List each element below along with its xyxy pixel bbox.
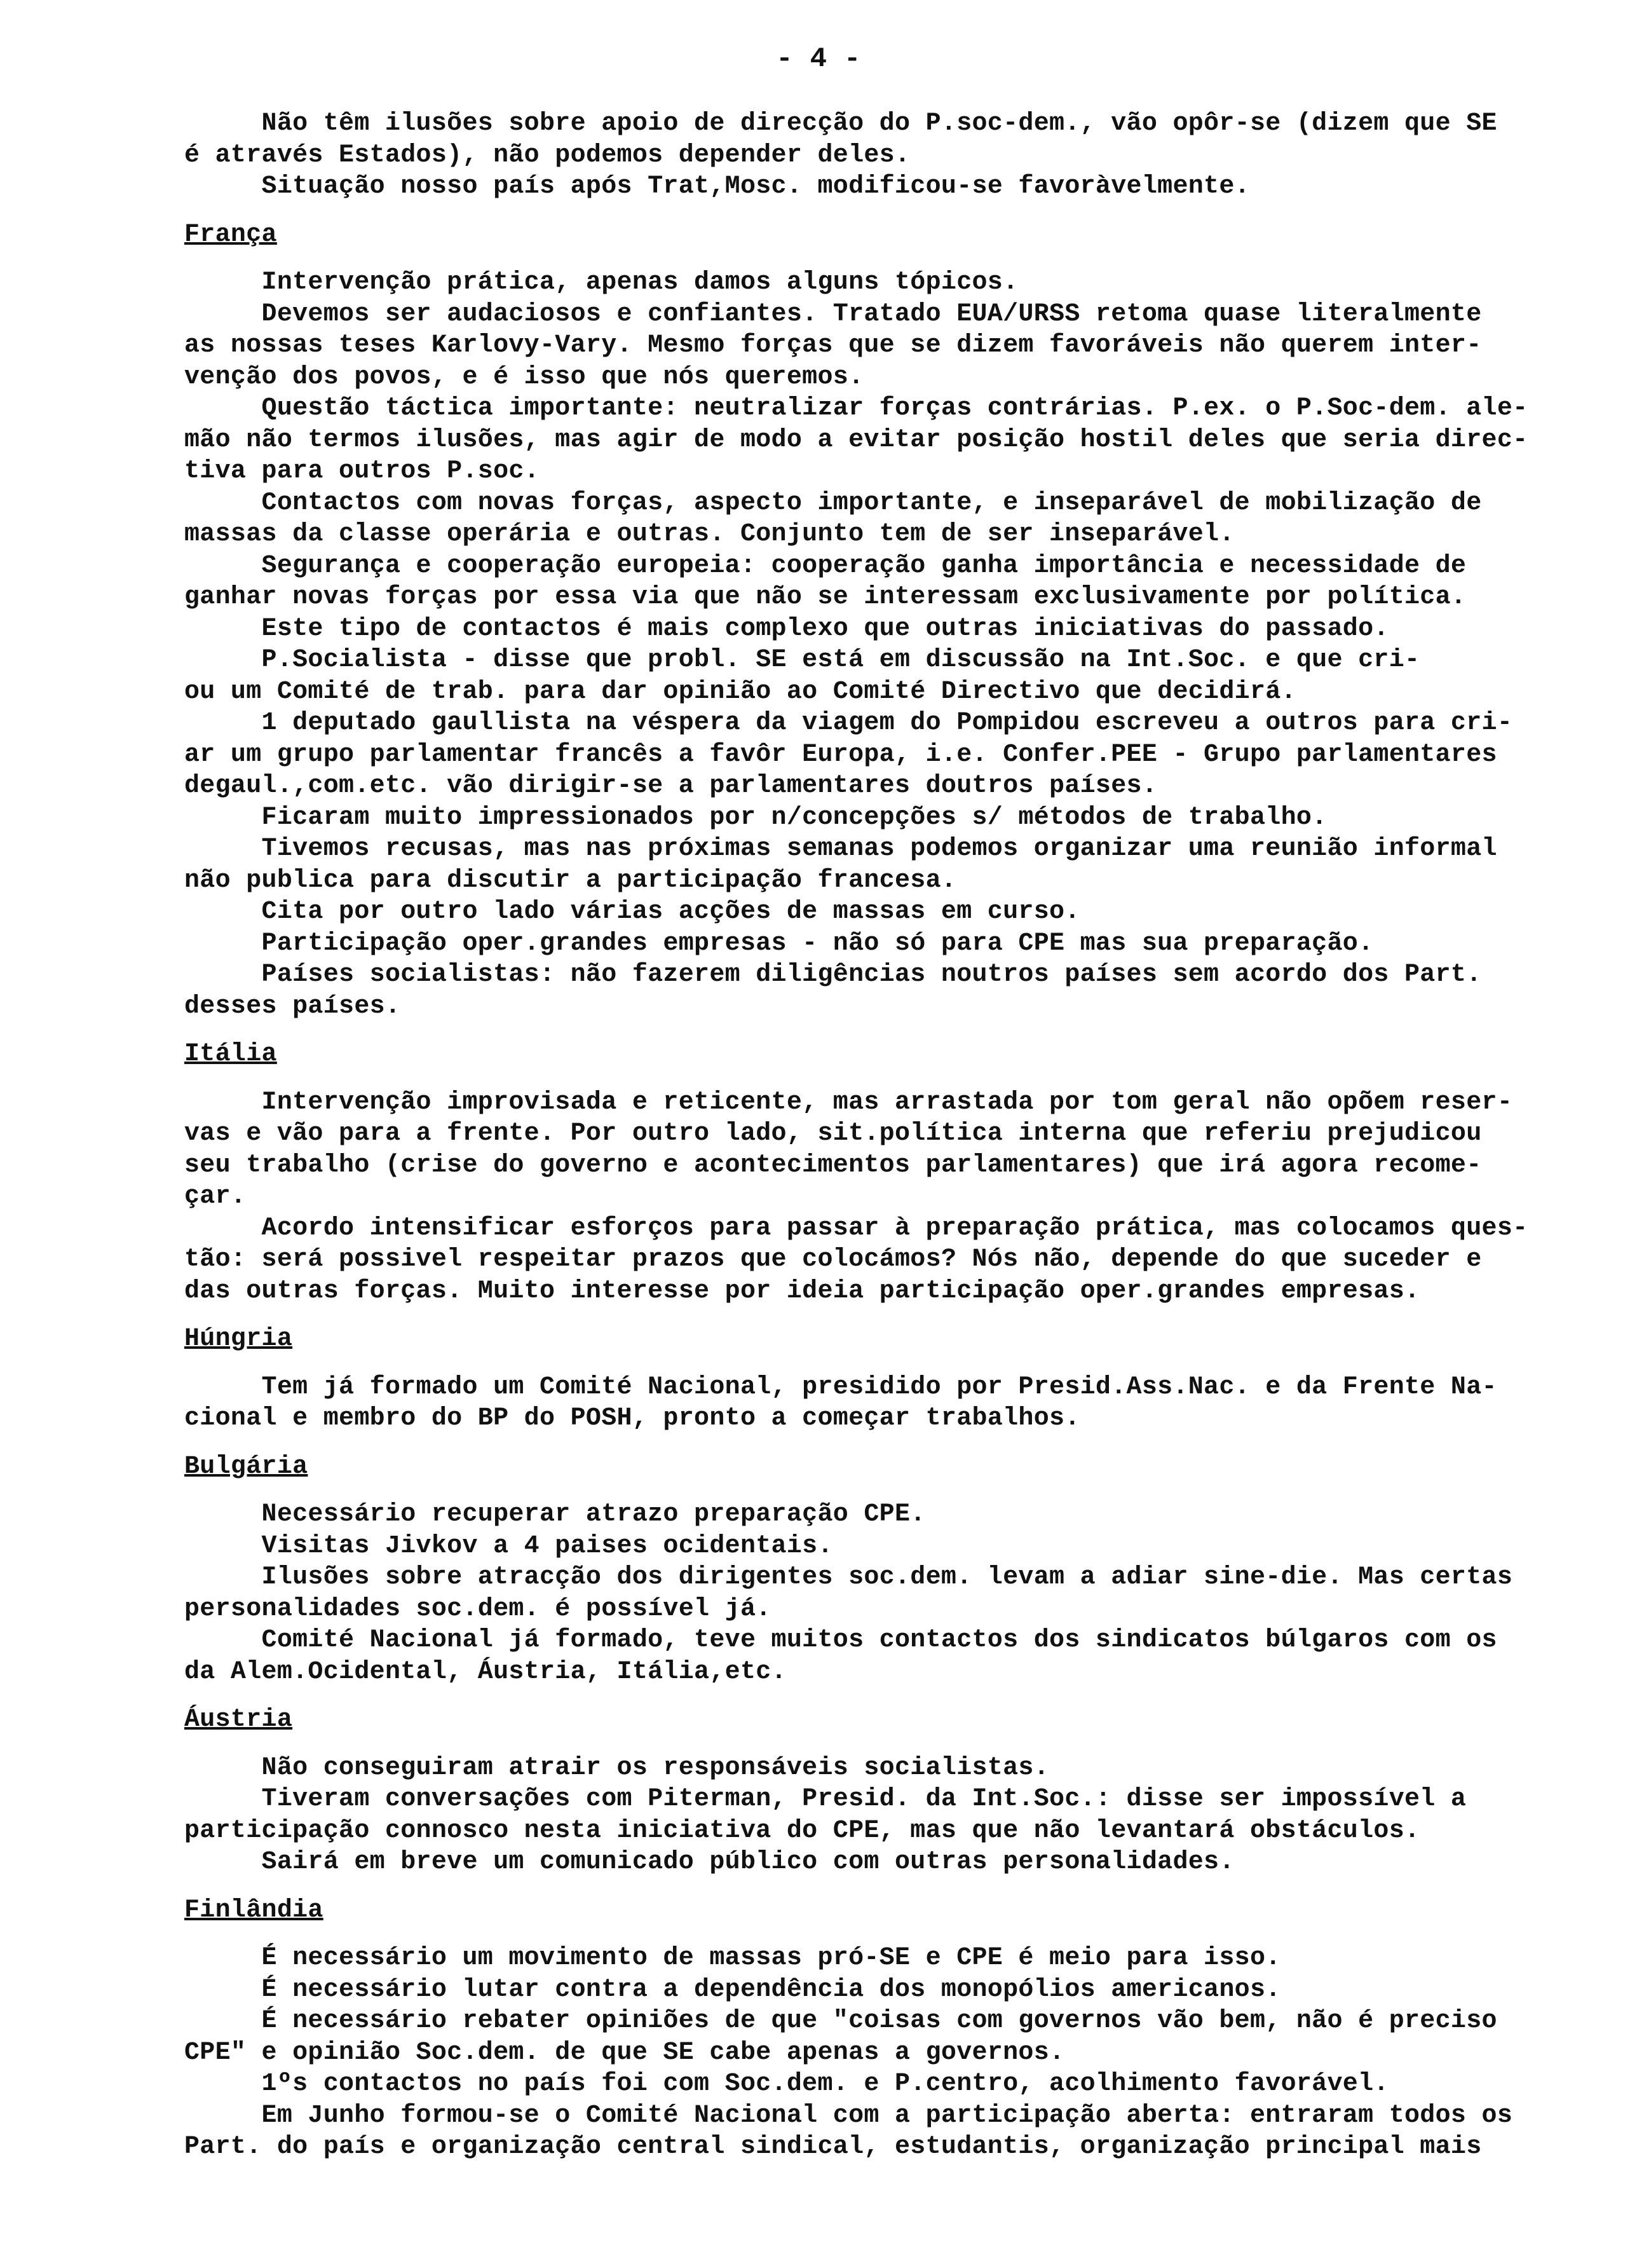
text-line: massas da classe operária e outras. Conjunto tem de ser inseparável.	[184, 520, 1235, 549]
text-line: Participação oper.grandes empresas - não só para CPE mas sua preparação.	[184, 929, 1374, 958]
text-line: Ficaram muito impressionados por n/concepções s/ métodos de trabalho.	[184, 803, 1328, 832]
text-line: participação connosco nesta iniciativa do CPE, mas que não levantará obstáculos.	[184, 1816, 1420, 1845]
text-line: çar.	[184, 1182, 247, 1211]
text-line: Ilusões sobre atracção dos dirigentes soc.dem. levam a adiar sine-die. Mas certas	[184, 1563, 1513, 1592]
section-heading: Áustria	[184, 1705, 293, 1734]
text-line: é através Estados), não podemos depender deles.	[184, 140, 911, 170]
text-line: É necessário rebater opiniões de que "coisas com governos vão bem, não é preciso	[184, 2007, 1497, 2035]
text-line: Contactos com novas forças, aspecto importante, e inseparável de mobilização de	[184, 488, 1482, 517]
text-line: É necessário lutar contra a dependência dos monopólios americanos.	[184, 1975, 1281, 2004]
text-line: 1ºs contactos no país foi com Soc.dem. e P.centro, acolhimento favorável.	[184, 2070, 1389, 2098]
text-line: Tivemos recusas, mas nas próximas semanas podemos organizar uma reunião informal	[184, 835, 1497, 863]
page-number: - 4 -	[776, 43, 861, 75]
text-line: seu trabalho (crise do governo e acontecimentos parlamentares) que irá agora recome-	[184, 1151, 1482, 1180]
text-line: ou um Comité de trab. para dar opinião ao Comité Directivo que decidirá.	[184, 677, 1296, 706]
text-line: degaul.,com.etc. vão dirigir-se a parlamentares doutros países.	[184, 772, 1158, 800]
text-line: tiva para outros P.soc.	[184, 457, 540, 486]
document-body	[184, 108, 1608, 2163]
section-heading: Húngria	[184, 1325, 293, 1353]
text-line: as nossas teses Karlovy-Vary. Mesmo forças que se dizem favoráveis não querem inter-	[184, 331, 1482, 360]
text-line: Sairá em breve um comunicado público com outras personalidades.	[184, 1848, 1235, 1876]
text-line: Tem já formado um Comité Nacional, presidido por Presid.Ass.Nac. e da Frente Na-	[184, 1372, 1497, 1402]
section-heading: Itália	[184, 1040, 277, 1069]
text-line: Visitas Jivkov a 4 paises ocidentais.	[184, 1531, 833, 1561]
section-heading: França	[184, 220, 277, 249]
text-line: Comité Nacional já formado, teve muitos contactos dos sindicatos búlgaros com os	[184, 1626, 1497, 1655]
text-line: cional e membro do BP do POSH, pronto a começar trabalhos.	[184, 1404, 1080, 1433]
text-line: Questão táctica importante: neutralizar forças contrárias. P.ex. o P.Soc-dem. ale-	[184, 394, 1528, 423]
text-line: Países socialistas: não fazerem diligências noutros países sem acordo dos Part.	[184, 960, 1482, 989]
text-line: Não têm ilusões sobre apoio de direcção do P.soc-dem., vão opôr-se (dizem que SE	[184, 109, 1497, 138]
text-line: tão: será possivel respeitar prazos que colocámos? Nós não, depende do que suceder e	[184, 1245, 1482, 1274]
text-line: 1 deputado gaullista na véspera da viagem do Pompidou escreveu a outros para cri-	[184, 709, 1513, 737]
text-line: Cita por outro lado várias acções de massas em curso.	[184, 898, 1080, 926]
text-line: Não conseguiram atrair os responsáveis socialistas.	[184, 1753, 1050, 1782]
text-line: Devemos ser audaciosos e confiantes. Tratado EUA/URSS retoma quase literalmente	[184, 299, 1482, 329]
text-line: das outras forças. Muito interesse por ideia participação oper.grandes empresas.	[184, 1276, 1420, 1306]
text-line: Intervenção prática, apenas damos alguns tópicos.	[184, 268, 1019, 297]
text-line: vas e vão para a frente. Por outro lado, sit.política interna que referiu prejudicou	[184, 1119, 1482, 1148]
text-line: É necessário um movimento de massas pró-SE e CPE é meio para isso.	[184, 1944, 1281, 1972]
text-line: Este tipo de contactos é mais complexo que outras iniciativas do passado.	[184, 614, 1389, 643]
text-line: Segurança e cooperação europeia: cooperação ganha importância e necessidade de	[184, 551, 1467, 580]
section-heading: Bulgária	[184, 1452, 308, 1481]
text-line: ganhar novas forças por essa via que não se interessam exclusivamente por política.	[184, 583, 1467, 611]
text-line: Intervenção improvisada e reticente, mas arrastada por tom geral não opõem reser-	[184, 1088, 1513, 1117]
text-line: P.Socialista - disse que probl. SE está em discussão na Int.Soc. e que cri-	[184, 646, 1420, 674]
text-line: Situação nosso país após Trat,Mosc. modificou-se favoràvelmente.	[184, 172, 1250, 201]
text-line: mão não termos ilusões, mas agir de modo a evitar posição hostil deles que seria direc-	[184, 425, 1528, 454]
text-line: Part. do país e organização central sindical, estudantis, organização principal mais	[184, 2133, 1482, 2161]
text-line: CPE" e opinião Soc.dem. de que SE cabe apenas a governos.	[184, 2038, 1065, 2067]
text-line: venção dos povos, e é isso que nós queremos.	[184, 362, 864, 392]
text-line: Tiveram conversações com Piterman, Presid. da Int.Soc.: disse ser impossível a	[184, 1785, 1467, 1814]
text-line: personalidades soc.dem. é possível já.	[184, 1594, 771, 1623]
text-line: Em Junho formou-se o Comité Nacional com a participação aberta: entraram todos os	[184, 2101, 1513, 2130]
section-heading: Finlândia	[184, 1896, 323, 1925]
text-line: Acordo intensificar esforços para passar à preparação prática, mas colocamos ques-	[184, 1213, 1528, 1243]
text-line: Necessário recuperar atrazo preparação CPE.	[184, 1500, 926, 1529]
text-line: da Alem.Ocidental, Áustria, Itália,etc.	[184, 1657, 787, 1686]
text-line: desses países.	[184, 992, 401, 1021]
text-line: não publica para discutir a participação francesa.	[184, 866, 957, 895]
text-line: ar um grupo parlamentar francês a favôr Europa, i.e. Confer.PEE - Grupo parlamentares	[184, 740, 1497, 769]
